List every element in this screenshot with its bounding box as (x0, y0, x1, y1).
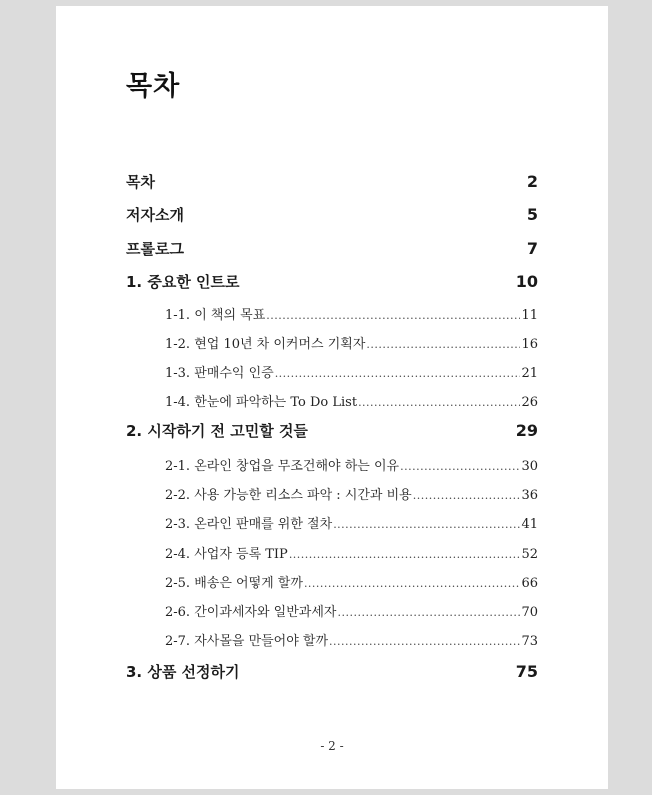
toc-chapter-entry (126, 271, 538, 292)
toc-entry-page-number: 70 (521, 605, 538, 620)
toc-entry-page-number: 29 (515, 421, 538, 440)
toc-section-entry (165, 513, 538, 532)
toc-section-entry (165, 572, 538, 591)
toc-entry-label: 2-4. 사업자 등록 TIP (165, 547, 288, 562)
toc-entry-label: 저자소개 (126, 206, 184, 224)
toc-entry-label: 프롤로그 (126, 240, 184, 258)
toc-entry-label: 2-6. 간이과세자와 일반과세자 (165, 605, 337, 620)
toc-entry-label: 2-7. 자사몰을 만들어야 할까 (165, 634, 329, 649)
toc-leader-dots (337, 606, 520, 619)
toc-leader-dots (333, 518, 520, 531)
toc-section-entry (165, 484, 538, 503)
toc-section-entry (165, 455, 538, 474)
toc-section-entry (165, 630, 538, 649)
toc-entry-page-number: 36 (521, 488, 538, 503)
toc-entry-label: 1. 중요한 인트로 (126, 273, 240, 291)
toc-entry-page-number: 75 (515, 662, 538, 681)
toc-leader-dots (400, 460, 520, 473)
toc-entry-page-number: 30 (521, 459, 538, 474)
toc-entry-label: 1-4. 한눈에 파악하는 To Do List (165, 395, 358, 410)
toc-chapter-entry (126, 661, 538, 682)
toc-entry-label: 2-3. 온라인 판매를 위한 절차 (165, 517, 333, 532)
toc-leader-dots (275, 367, 521, 380)
toc-entry-page-number: 11 (521, 308, 538, 323)
toc-entry-label: 2-2. 사용 가능한 리소스 파악 : 시간과 비용 (165, 488, 412, 503)
toc-entry-page-number: 52 (521, 547, 538, 562)
toc-entry-page-number: 7 (526, 239, 538, 258)
toc-entry-label: 2-5. 배송은 어떻게 할까 (165, 576, 303, 591)
toc-entry-page-number: 26 (521, 395, 538, 410)
toc-entry-label: 1-2. 현업 10년 차 이커머스 기획자 (165, 337, 366, 352)
toc-entry-page-number: 10 (515, 272, 538, 291)
toc-leader-dots (289, 548, 521, 561)
toc-entry-label: 1-3. 판매수익 인증 (165, 366, 274, 381)
toc-chapter-entry (126, 171, 538, 192)
toc-entry-label: 목차 (126, 173, 155, 191)
toc-entry-page-number: 41 (521, 517, 538, 532)
toc-section-entry (165, 601, 538, 620)
toc-leader-dots (358, 396, 520, 409)
toc-chapter-entry (126, 420, 538, 441)
toc-leader-dots (266, 309, 520, 322)
toc-leader-dots (329, 635, 520, 648)
toc-chapter-entry (126, 238, 538, 259)
toc-entry-page-number: 2 (526, 172, 538, 191)
toc-section-entry (165, 391, 538, 410)
toc-chapter-entry (126, 204, 538, 225)
toc-entry-page-number: 16 (521, 337, 538, 352)
toc-entry-page-number: 21 (521, 366, 538, 381)
toc-entry-page-number: 5 (526, 205, 538, 224)
toc-entry-label: 2. 시작하기 전 고민할 것들 (126, 422, 308, 440)
toc-section-entry (165, 304, 538, 323)
toc-entry-label: 3. 상품 선정하기 (126, 663, 240, 681)
toc-entry-page-number: 66 (521, 576, 538, 591)
toc-entry-page-number: 73 (521, 634, 538, 649)
toc-entry-label: 1-1. 이 책의 목표 (165, 308, 266, 323)
toc-leader-dots (304, 577, 521, 590)
toc-leader-dots (413, 489, 521, 502)
toc-section-entry (165, 362, 538, 381)
page-title: 목차 (126, 71, 181, 102)
toc-leader-dots (366, 338, 520, 351)
toc-section-entry (165, 333, 538, 352)
document-page (56, 6, 608, 789)
toc-section-entry (165, 543, 538, 562)
page-number: - 2 - (320, 739, 344, 753)
toc-entry-label: 2-1. 온라인 창업을 무조건해야 하는 이유 (165, 459, 400, 474)
